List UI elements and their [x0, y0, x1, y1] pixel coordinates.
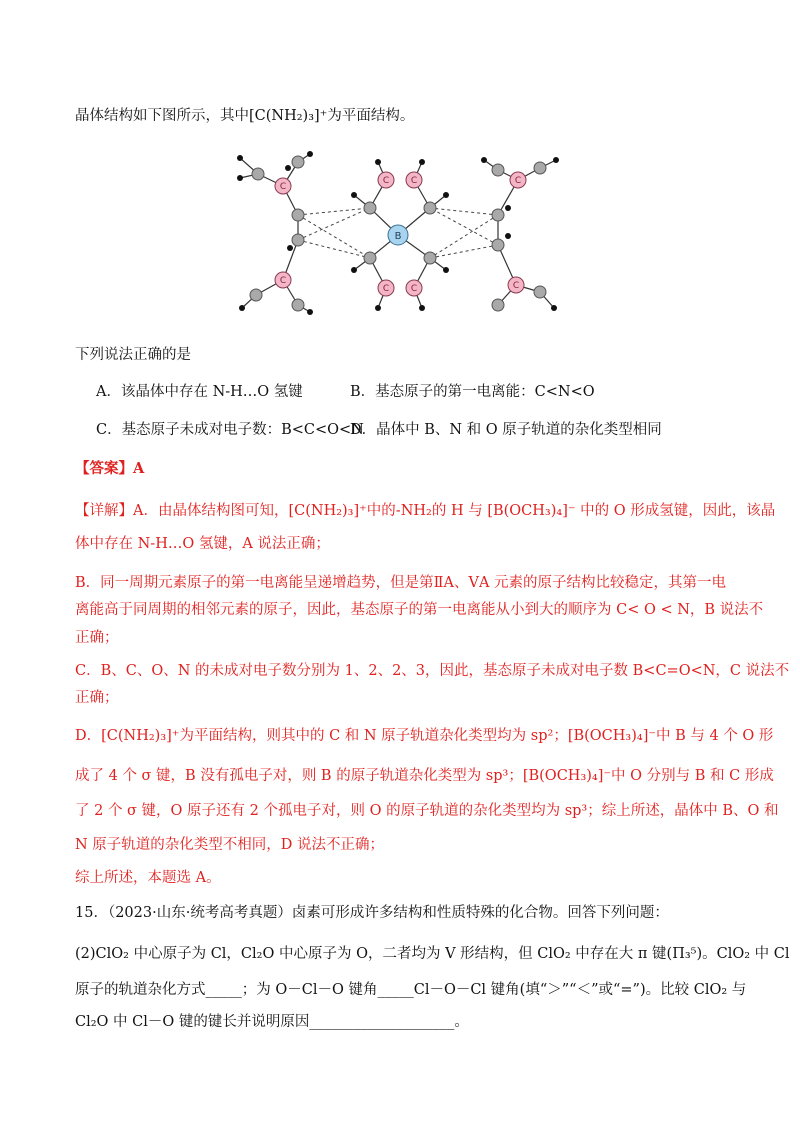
q15-line: (2)ClO₂ 中心原子为 Cl，Cl₂O 中心原子为 O，二者均为 V 形结构，但 ClO₂ 中存在大 π 键(Π₃⁵)。ClO₂ 中 Cl [75, 946, 790, 962]
explanation-line: 综上所述，本题选 A。 [75, 870, 221, 886]
q15-line: 原子的轨道杂化方式_____；为 O－Cl－O 键角_____Cl－O－Cl 键角(填“＞”“＜”或“=”)。比较 ClO₂ 与 [75, 982, 747, 998]
option-b: B．基态原子的第一电离能：C<N<O [350, 384, 595, 400]
option-d: D．晶体中 B、N 和 O 原子轨道的杂化类型相同 [350, 422, 662, 438]
carbon-label: C [279, 182, 287, 192]
explanation-line: 了 2 个 σ 键，O 原子还有 2 个孤电子对，则 O 的原子轨道的杂化类型均为 sp³；综上所述，晶体中 B、O 和 [75, 803, 779, 819]
carbon-label: C [279, 276, 287, 286]
explanation-line: C．B、C、O、N 的未成对电子数分别为 1、2、2、3，因此，基态原子未成对电子数 B<C=O<N，C 说法不 [75, 663, 790, 679]
explanation-line: D．[C(NH₂)₃]⁺为平面结构，则其中的 C 和 N 原子轨道杂化类型均为 sp²；[B(OCH₃)₄]⁻中 B 与 4 个 O 形 [75, 728, 774, 744]
option-a: A．该晶体中存在 N-H…O 氢键 [96, 384, 303, 400]
crystal-structure-figure [228, 140, 568, 325]
carbon-label: C [410, 176, 418, 186]
question-stem: 下列说法正确的是 [75, 347, 191, 363]
boron-label: B [394, 231, 402, 242]
explanation-line: 正确； [75, 690, 119, 706]
explanation-line: 成了 4 个 σ 键，B 没有孤电子对，则 B 的原子轨道杂化类型为 sp³；[B(OCH₃)₄]⁻中 O 分别与 B 和 C 形成 [75, 768, 774, 784]
carbon-label: C [382, 284, 390, 294]
carbon-label: C [410, 284, 418, 294]
answer-label: 【答案】A [75, 460, 145, 477]
carbon-label: C [382, 176, 390, 186]
explanation-line: 【详解】A．由晶体结构图可知，[C(NH₂)₃]⁺中的-NH₂的 H 与 [B(OCH₃)₄]⁻ 中的 O 形成氢键，因此，该晶 [75, 503, 776, 519]
explanation-line: N 原子轨道的杂化类型不相同，D 说法不正确； [75, 837, 385, 853]
carbon-label: C [514, 176, 522, 186]
q15-header: 15．（2023·山东·统考高考真题）卤素可形成许多结构和性质特殊的化合物。回答下列问题： [75, 905, 669, 921]
carbon-label: C [512, 281, 520, 291]
explanation-line: 正确； [75, 630, 119, 646]
intro-text: 晶体结构如下图所示，其中[C(NH₂)₃]⁺为平面结构。 [75, 108, 415, 124]
option-c: C．基态原子未成对电子数：B<C<O<N [96, 422, 364, 438]
explanation-line: 体中存在 N-H…O 氢键，A 说法正确； [75, 536, 330, 552]
q15-line: Cl₂O 中 Cl－O 键的键长并说明原因____________________。 [75, 1014, 469, 1030]
explanation-line: B．同一周期元素原子的第一电离能呈递增趋势，但是第ⅡA、ⅤA 元素的原子结构比较稳定，其第一电 [75, 575, 727, 591]
explanation-line: 离能高于同周期的相邻元素的原子，因此，基态原子的第一电离能从小到大的顺序为 C< O < N，B 说法不 [75, 602, 764, 618]
